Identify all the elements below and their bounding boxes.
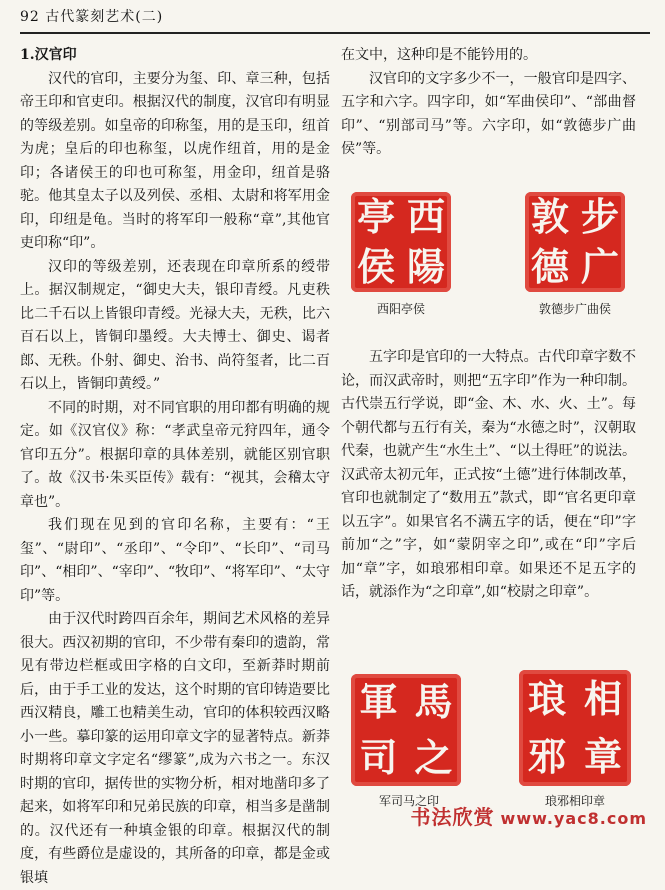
paragraph: 汉官印的文字多少不一，一般官印是四字、五字和六字。四字印，如“军曲侯印”、“部曲督印”、“别部司马”等。六字印，如“敦德步广曲侯”等。 bbox=[341, 70, 636, 157]
seal-caption: 琅邪相印章 bbox=[544, 794, 605, 808]
site-watermark bbox=[411, 801, 647, 830]
paragraph: 我们现在见到的官印名称，主要有：“王玺”、“尉印”、“丞印”、“令印”、“长印”、“司马印”、“相印”、“宰印”、“牧印”、“将军印”、“太守印”等。 bbox=[20, 517, 330, 604]
seal-image: 琅 相 邪 章 bbox=[519, 670, 631, 786]
page-header bbox=[20, 6, 650, 32]
left-column bbox=[20, 44, 330, 890]
seal-caption: 西阳亭侯 bbox=[376, 302, 425, 316]
section-title: 1.汉官印 bbox=[20, 47, 77, 63]
seal-image: 軍 馬 司 之 bbox=[351, 674, 461, 786]
paragraph: 由于汉代时跨四百余年，期间艺术风格的差异很大。西汉初期的官印，不少带有秦印的遗韵，常见有带边栏框或田字格的白文印，至新莽时期前后，由于手工业的发达，这个时期的官印铸造要比西汉精良，雕工也精美生动，官印的体积较西汉略小一些。摹印篆的运用印章文字的显著特点。新莽时期将印章文字定名“缪篆”,成为六书之一。东汉时期的官印，据传世的实物分析，相对地凿印多了起来，如将军印和兄弟民族的印章，相当多是凿制的。汉代还有一种填金银的印章。根据汉代的制度，有些爵位是虚设的，其所备的印章，都是金或银填 bbox=[20, 611, 330, 886]
watermark-url: www.yac8.com bbox=[500, 809, 647, 828]
paragraph: 在文中，这种印是不能钤用的。 bbox=[341, 47, 537, 63]
seal-caption: 敦德步广曲侯 bbox=[538, 302, 611, 316]
right-column-middle bbox=[341, 346, 636, 605]
seal-caption: 军司马之印 bbox=[378, 794, 439, 808]
paragraph: 不同的时期，对不同官职的用印都有明确的规定。如《汉官仪》称：“孝武皇帝元狩四年，通令官印五分”。根据印章的具体差别，就能区别官职了。故《汉书·朱买臣传》载有：“视其，会稽太守章也”。 bbox=[20, 399, 330, 510]
seal-figure-bottom bbox=[341, 664, 636, 824]
paragraph: 汉代的官印，主要分为玺、印、章三种，包括帝王印和官吏印。根据汉代的制度，汉官印有明显的等级差别。如皇帝的印称玺，用的是玉印，纽首为虎；皇后的印也称玺，以虎作纽首，用的是金印；各诸侯王的印也可称玺，用金印，纽首是骆驼。他其皇太子以及列侯、丞相、太尉和将军用金印，印纽是龟。当时的将军印一般称“章”,其他官吏印称“印”。 bbox=[20, 70, 330, 251]
right-column-top bbox=[341, 44, 636, 162]
watermark-site: 书法欣赏 bbox=[410, 805, 495, 829]
page-header-text: 92 古代篆刻艺术(二) bbox=[20, 9, 164, 25]
seal-image: 敦 步 德 广 bbox=[525, 192, 625, 292]
paragraph: 五字印是官印的一大特点。古代印章字数不论，而汉武帝时，则把“五字印”作为一种印制。古代崇五行学说，即“金、木、水、火、土”。每个朝代都与五行有关，秦为“水德之时”，汉朝取代秦，也就产生“水生土”、“以土得旺”的说法。汉武帝太初元年，正式按“土德”进行体制改革，官印也就制定了“数用五”款式，即“官名更印章以五字”。如果官名不满五字的话，便在“印”字前加“之”字，如“蒙阴宰之印”,或在“印”字后加“章”字，如琅邪相印章。如果还不足五字的话，就添作为“之印章”,如“校尉之印章”。 bbox=[341, 349, 636, 600]
paragraph: 汉印的等级差别，还表现在印章所系的绶带上。据汉制规定，“御史大夫，银印青绶。凡吏秩比二千石以上皆银印青绶。光禄大夫，无秩，比六百石以上，皆铜印墨绶。大夫博士、御史、谒者郎、无秩。仆射、御史、治书、尚符玺者，比二百石以上，皆铜印黄绶。” bbox=[20, 258, 330, 392]
seal-figure-top bbox=[341, 182, 636, 332]
seal-image: 亭 西 侯 陽 bbox=[351, 192, 451, 292]
header-divider bbox=[20, 32, 650, 34]
